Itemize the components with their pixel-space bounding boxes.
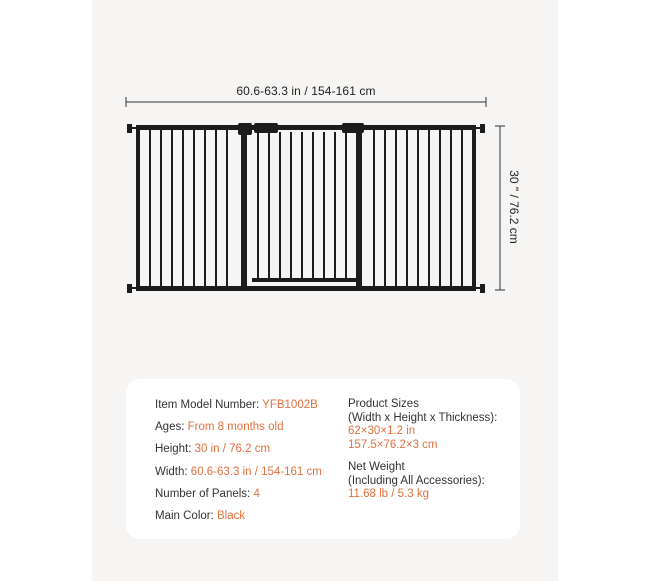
spec-label: Number of Panels:: [155, 487, 254, 500]
width-dimension-label: 60.6-63.3 in / 154-161 cm: [236, 84, 376, 98]
width-dimension-line: [126, 97, 486, 107]
spec-value: From 8 months old: [187, 421, 284, 434]
spec-list: [155, 398, 345, 531]
spec-label: Main Color:: [155, 509, 217, 522]
spec-label: Width:: [155, 465, 191, 478]
net-weight: [348, 461, 518, 502]
left-panel-bars: [150, 130, 227, 286]
spec-label: Ages:: [155, 421, 188, 434]
gate-icon: [127, 123, 485, 293]
spec-height: [155, 442, 345, 464]
right-panel-bars: [374, 130, 462, 286]
spec-value: 60.6-63.3 in / 154-161 cm: [190, 465, 322, 478]
net-weight-subtitle: (Including All Accessories):: [348, 474, 485, 487]
height-dimension-label: 30 " / 76.2 cm: [507, 170, 521, 244]
net-weight-title: Net Weight: [348, 461, 405, 473]
spec-model: [155, 398, 345, 420]
spec-value: 30 in / 76.2 cm: [194, 443, 271, 456]
spec-width: [155, 465, 345, 487]
net-weight-value: 11.68 lb / 5.3 kg: [348, 488, 429, 500]
height-dimension-line: [495, 126, 505, 290]
spec-ages: [155, 420, 345, 442]
door-bars: [258, 132, 346, 280]
product-sizes: [348, 398, 518, 452]
spec-color: [155, 509, 345, 531]
spec-panels: [155, 487, 345, 509]
spec-label: Item Model Number:: [155, 399, 263, 411]
product-sizes-subtitle: (Width x Height x Thickness):: [348, 411, 498, 424]
spec-value: Black: [217, 509, 246, 522]
product-sizes-cm: 157.5×76.2×3 cm: [348, 438, 438, 451]
spec-value: 4: [253, 487, 260, 500]
product-sizes-in: 62×30×1.2 in: [348, 425, 416, 437]
spec-card: [126, 379, 520, 539]
spec-value: YFB1002B: [262, 399, 318, 411]
size-weight-list: [348, 398, 518, 511]
product-sizes-title: Product Sizes: [348, 398, 419, 410]
spec-label: Height:: [155, 443, 195, 456]
